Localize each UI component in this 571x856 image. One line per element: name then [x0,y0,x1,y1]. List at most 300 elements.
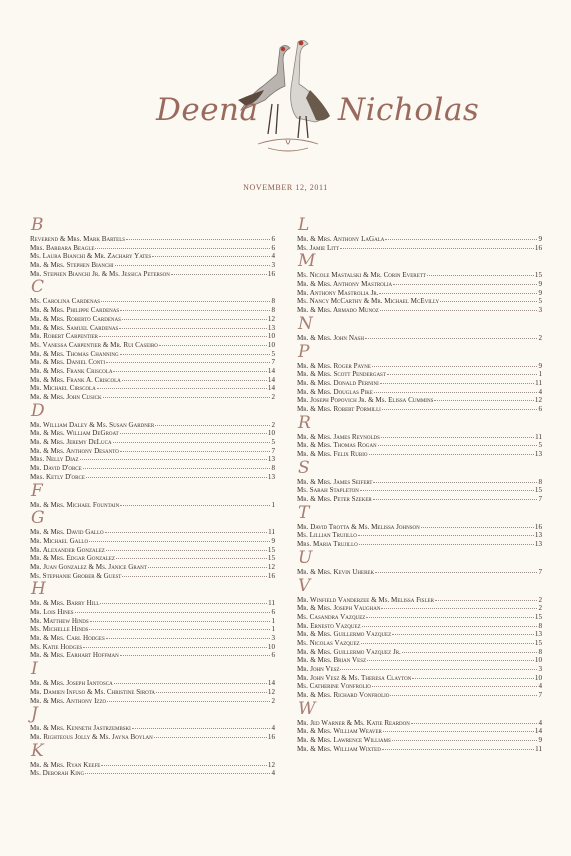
table-number: 6 [271,243,275,252]
guest-name: Mr. Robert Carpentier [30,332,99,341]
dot-leader [122,376,267,381]
guest-row [297,271,542,280]
dot-leader [385,235,537,240]
dot-leader [373,495,538,500]
guest-row [297,370,542,379]
table-number: 11 [268,528,275,537]
guest-name: Mrs. Ketly D'orce [30,472,85,481]
guest-row [297,674,542,683]
guest-name: Mr. & Mrs. Jeremy DeLuca [30,438,112,447]
guest-row [30,270,275,279]
guest-name: Mr. & Mrs. Kenneth Jastrzembski [30,724,131,733]
dot-leader [382,405,538,410]
table-number: 10 [534,673,542,682]
guest-row [30,617,275,626]
guest-name: Ms. Nancy McCarthy & Mr. Michael McEvilly [297,297,440,306]
guest-row [30,261,275,270]
guest-name: Mr. & Mrs. Joseph Vaughan [297,604,381,613]
guest-row [30,563,275,572]
guest-name: Mr. & Mrs. Guillermo Vazquez Jr. [297,647,401,656]
table-number: 11 [535,432,542,441]
guest-name: Reverend & Mrs. Mark Bartels [30,235,126,243]
dot-leader [89,625,270,630]
guest-row [30,358,275,367]
letter-group [297,315,542,343]
section-letter: H [31,579,46,600]
table-number: 15 [534,486,542,495]
dot-leader [380,379,534,384]
guest-name: Mr. & Mrs. Frank A. Criscola [30,375,121,384]
dot-leader [83,464,271,469]
table-number: 4 [538,718,542,727]
dot-leader [120,429,267,434]
letter-group [297,252,542,314]
table-number: 4 [538,682,542,691]
guest-row [30,697,275,706]
guest-name: Mr. Michael Cirscola [30,384,96,393]
table-number: 14 [267,366,275,375]
dot-leader [120,447,271,452]
guest-row [297,244,542,253]
guest-name: Mr. Michael Gallo [30,536,89,545]
dot-leader [411,719,538,724]
guest-row [30,384,275,393]
guest-name: Mrs. Maria Trujillo [297,540,358,549]
guest-row [30,688,275,697]
dot-leader [90,617,271,622]
guest-name: Mr. Winfield Vanderzee & Ms. Melissa Fisler [297,595,434,604]
guest-row [297,450,542,459]
guest-name: Mr. & Mrs. Guillermo Vazquez [297,630,392,639]
guest-row [30,438,275,447]
guest-row [297,745,542,754]
table-number: 5 [538,297,542,306]
guest-row [30,421,275,430]
dot-leader [421,523,534,528]
guest-row [30,572,275,581]
guest-name: Mr. & Mrs. Richard Vonfrolio [297,691,390,700]
guest-name: Mr. & Mrs. Thomas Rogan [297,441,377,450]
first-name: Deena [156,92,259,128]
dot-leader [358,531,534,536]
dot-leader [103,393,271,398]
table-number: 5 [538,441,542,450]
dot-leader [97,384,267,389]
dot-leader [367,656,534,661]
section-letter: K [31,740,44,761]
table-number: 4 [271,724,275,733]
guest-row [297,235,542,244]
guest-name: Mr. & Mrs. Felix Rubio [297,450,368,458]
seating-column-right [297,216,542,754]
guest-row [30,501,275,510]
guest-name: Mr. David Trotta & Ms. Melissa Johnson [297,522,420,531]
table-number: 14 [267,384,275,393]
guest-name: Mr. & Mrs. John Cusick [30,393,102,401]
section-letter: W [298,698,316,719]
guest-name: Ms. Nicolas Vazquez [297,638,360,647]
dot-leader [156,688,267,693]
dot-leader [119,324,267,329]
table-number: 9 [538,280,542,289]
guest-row [297,379,542,388]
guest-name: Mr. & Mrs. Barry Hill [30,599,100,608]
guest-row [297,596,542,605]
dot-leader [155,421,270,426]
table-number: 1 [538,370,542,379]
guest-name: Ms. Laura Bianchi & Mr. Zachary Yates [30,252,152,261]
guest-name: Mr. John Vesz & Ms. Theresa Clayton [297,673,412,682]
table-number: 14 [267,375,275,384]
table-number: 16 [534,243,542,252]
guest-name: Mr. & Mrs. Anthony Desanto [30,446,119,455]
letter-group [297,549,542,577]
table-number: 2 [271,420,275,429]
table-number: 16 [267,571,275,580]
dot-leader [115,261,271,266]
guest-row [297,665,542,674]
guest-row [297,736,542,745]
section-letter: D [31,400,45,421]
dot-leader [101,761,267,766]
section-letter: U [298,547,313,568]
dot-leader [372,362,538,367]
letter-group [297,577,542,700]
dot-leader [85,769,270,774]
guest-name: Mr. & Mrs. Carl Hodges [30,634,105,643]
letter-group [30,705,275,741]
table-number: 2 [538,333,542,342]
table-number: 10 [267,332,275,341]
dot-leader [99,332,267,337]
dot-leader [106,634,271,639]
guest-row [297,719,542,728]
guest-name: Mr. & Mrs. Anthony Izzo [30,696,107,705]
letter-group [30,482,275,510]
table-number: 8 [271,297,275,306]
guest-name: Ms. Sarah Stapleton [297,486,359,495]
dot-leader [159,341,267,346]
guest-name: Mrs. Nelly Diaz [30,455,79,464]
letter-group [297,504,542,549]
dot-leader [440,297,537,302]
dot-leader [132,724,271,729]
guest-row [297,297,542,306]
table-number: 13 [534,450,542,458]
guest-row [297,405,542,414]
header [0,0,571,200]
table-number: 4 [271,769,275,778]
guest-name: Mr. William Daley & Ms. Susan Gardner [30,420,155,429]
table-number: 9 [538,361,542,370]
guest-name: Mr. & Mrs. Roberto Cardenas [30,314,121,323]
guest-name: Mr. Ernesto Vazquez [297,621,361,630]
table-number: 2 [538,595,542,604]
dot-leader [106,358,270,363]
dot-leader [379,289,537,294]
table-number: 7 [271,446,275,455]
table-number: 3 [538,306,542,315]
table-number: 3 [271,261,275,270]
table-number: 7 [538,495,542,504]
section-letter: R [298,412,311,433]
guest-row [297,495,542,504]
dot-leader [106,546,267,551]
table-number: 4 [538,387,542,396]
letter-group [297,414,542,459]
guest-row [297,523,542,532]
table-number: 4 [271,252,275,261]
dot-leader [113,438,271,443]
guest-row [30,447,275,456]
guest-name: Ms. Catherine Vonfrolio [297,682,371,691]
section-letter: J [31,704,38,725]
table-number: 2 [271,393,275,401]
guest-name: Mr. Jed Warner & Ms. Katie Reardon [297,718,410,727]
guest-row [297,568,542,577]
dot-leader [75,608,271,613]
section-letter: V [298,575,311,596]
guest-name: Mr. & Mrs. Douglas Pike [297,387,373,396]
letter-group [30,278,275,401]
dot-leader [100,599,267,604]
seating-column-left [30,216,275,778]
dot-leader [435,596,538,601]
dot-leader [105,528,268,533]
guest-row [297,656,542,665]
dot-leader [122,572,267,577]
section-letter: C [31,277,45,298]
table-number: 5 [271,438,275,447]
guest-row [30,625,275,634]
guest-name: Mr. & Mrs. Kevin Uherek [297,567,375,576]
dot-leader [366,613,534,618]
dot-leader [392,736,538,741]
guest-name: Mr. & Mrs. Earhart Hoffman [30,651,119,660]
guest-name: Ms. Lillian Trujillo [297,531,357,540]
dot-leader [359,540,534,545]
guest-row [297,639,542,648]
guest-row [30,297,275,306]
last-name: Nicholas [338,92,480,128]
table-number: 13 [267,472,275,481]
table-number: 3 [271,634,275,643]
guest-name: Mr. Lois Hines [30,608,74,616]
guest-row [297,334,542,343]
table-number: 9 [538,235,542,243]
guest-name: Mr. & Mrs. William Wixted [297,744,381,753]
dot-leader [340,665,537,670]
guest-row [30,350,275,359]
guest-row [30,324,275,333]
dot-leader [381,433,534,438]
guest-name: Mr. Matthew Hinds [30,616,89,625]
dot-leader [393,280,537,285]
guest-name: Ms. Katie Hodges [30,642,83,651]
letter-group [30,660,275,705]
letter-group [297,343,542,414]
dot-leader [361,639,534,644]
dot-leader [380,306,538,311]
table-number: 11 [535,378,542,387]
letter-group [297,700,542,754]
table-number: 10 [267,429,275,438]
table-number: 13 [267,455,275,464]
event-date: NOVEMBER 12, 2011 [243,183,328,192]
guest-row [297,388,542,397]
table-number: 12 [267,314,275,323]
table-number: 12 [267,687,275,696]
table-number: 12 [267,760,275,769]
dot-leader [101,297,270,302]
letter-group [297,216,542,252]
guest-name: Ms. Carolina Cardenas [30,297,100,306]
table-number: 15 [534,271,542,280]
guest-name: Mr. Anthony Mastrolia Jr. [297,288,379,297]
dot-leader [171,270,267,275]
dot-leader [126,235,270,240]
guest-name: Ms. Deborah King [30,769,85,778]
table-number: 1 [271,616,275,625]
table-number: 13 [534,531,542,540]
guest-name: Mr. & Mrs. Scott Pendergast [297,370,386,379]
guest-row [297,306,542,315]
dot-leader [372,682,538,687]
guest-row [297,613,542,622]
dot-leader [148,563,267,568]
guest-row [297,622,542,631]
guest-name: Ms. Jamie Litt [297,243,340,252]
dot-leader [340,244,534,249]
section-letter: G [31,508,45,529]
guest-name: Mr. Alexander Gonzalez [30,545,105,554]
table-number: 6 [271,235,275,243]
letter-group [30,509,275,580]
guest-name: Mr. & Mrs. Michael Fountain [30,500,120,509]
section-letter: L [298,215,310,235]
table-number: 10 [267,340,275,349]
table-number: 15 [534,612,542,621]
table-number: 1 [271,625,275,634]
guest-name: Mr. Righteous Jolly & Ms. Jayna Boylan [30,732,153,741]
dot-leader [387,370,538,375]
table-number: 8 [538,621,542,630]
table-number: 6 [271,651,275,660]
letter-group [297,459,542,504]
dot-leader [114,679,267,684]
guest-name: Mr. & Mrs. Brian Vesz [297,656,367,665]
dot-leader [120,350,271,355]
guest-row [297,630,542,639]
guest-row [30,733,275,742]
guest-row [297,486,542,495]
guest-row [30,455,275,464]
guest-row [30,761,275,770]
guest-row [30,643,275,652]
guest-name: Mr. & Mrs. Lawrence Williams [297,736,391,745]
guest-name: Ms. Stephanie Grober & Guest [30,571,122,580]
table-number: 14 [267,679,275,688]
dot-leader [412,674,534,679]
guest-row [30,769,275,778]
dot-leader [375,568,537,573]
table-number: 9 [538,736,542,745]
guest-name: Mr. Joseph Popovich Jr. & Ms. Elissa Cummins [297,396,434,405]
table-number: 16 [267,732,275,741]
guest-row [30,393,275,402]
guest-name: Mr. & Mrs. Roger Payne [297,361,371,370]
guest-name: Ms. Nicole Mastalski & Mr. Corin Everett [297,271,426,280]
dot-leader [373,478,537,483]
dot-leader [95,244,270,249]
table-number: 6 [538,404,542,413]
guest-name: Mr. & Mrs. David Gallo [30,528,104,537]
table-number: 7 [538,567,542,576]
dot-leader [365,334,538,339]
guest-row [297,604,542,613]
dot-leader [113,367,266,372]
table-number: 16 [534,522,542,531]
dot-leader [378,441,538,446]
guest-name: Mr. & Mrs. Edgar Gonzalez [30,554,115,563]
guest-name: Mr. & Mrs. William Weaver [297,727,382,736]
guest-name: Mr. & Mrs. Daniel Conti [30,358,106,367]
guest-name: Mr. & Mrs. Joseph Iantosca [30,679,113,688]
guest-row [297,289,542,298]
dot-leader [107,697,270,702]
dot-leader [392,630,534,635]
guest-row [30,315,275,324]
letter-group [30,742,275,778]
guest-name: Mr. & Mrs. Thomas Channing [30,349,119,358]
guest-row [30,546,275,555]
table-number: 2 [538,604,542,613]
section-letter: P [298,341,310,362]
guest-row [30,244,275,253]
guest-name: Mr. Stephen Bianchi Jr. & Ms. Jessica Peterson [30,269,170,278]
guest-name: Mr. & Mrs. Samuel Cardenas [30,323,119,332]
letter-group [30,580,275,660]
guest-row [30,306,275,315]
dot-leader [369,450,534,455]
guest-row [297,362,542,371]
table-number: 13 [534,630,542,639]
guest-row [30,554,275,563]
table-number: 3 [538,665,542,673]
section-letter: F [31,480,43,501]
table-number: 8 [271,464,275,473]
guest-row [30,634,275,643]
table-number: 13 [267,323,275,332]
dot-leader [154,733,267,738]
table-number: 5 [271,349,275,358]
dot-leader [427,271,534,276]
guest-name: Mr. & Mrs. Armado Munoz [297,306,379,315]
guest-row [297,540,542,549]
guest-row [297,441,542,450]
table-number: 8 [271,306,275,315]
guest-name: Mr. & Mrs. Stephen Bianchi [30,261,114,270]
table-number: 16 [267,269,275,278]
guest-row [297,691,542,700]
guest-name: Ms. Michelle Hinds [30,625,89,634]
section-letter: M [298,251,316,272]
guest-row [30,429,275,438]
guest-name: Ms. Vanessa Carpentier & Mr. Rui Caseiro [30,340,158,349]
dot-leader [86,473,267,478]
guest-row [297,727,542,736]
letter-group [30,402,275,482]
